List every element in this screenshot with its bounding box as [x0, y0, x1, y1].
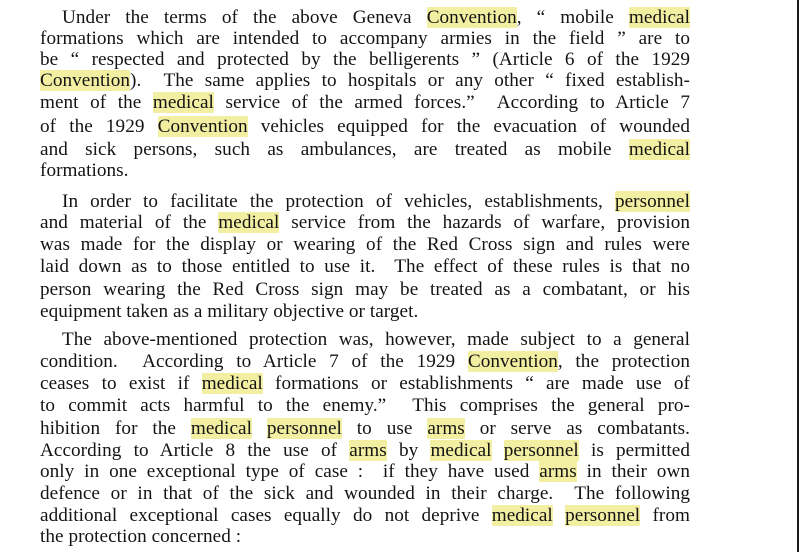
text-run: equipment taken as a military objective or target.: [40, 301, 419, 322]
text-run: , the protection: [557, 351, 690, 372]
text-run: ). The same applies to hospitals or any other “ fixed establish-: [130, 70, 690, 91]
text-run: According to Article 8 the use of: [40, 440, 350, 461]
text-run: [252, 418, 267, 439]
text-run: be “ respected and protected by the belligerents ” (Article 6 of the 1929: [40, 49, 690, 70]
highlighted-term: arms: [349, 440, 387, 461]
text-run: from: [640, 505, 690, 526]
highlighted-term: medical: [201, 373, 263, 394]
text-run: formations.: [40, 160, 129, 181]
highlighted-term: Convention: [467, 351, 558, 372]
highlighted-term: medical: [491, 505, 553, 526]
text-run: additional exceptional cases equally do not deprive: [40, 505, 492, 526]
text-run: ceases to exist if: [40, 373, 202, 394]
text-run: or serve as combatants.: [464, 418, 690, 439]
text-line: [40, 301, 690, 323]
text-run: laid down as to those entitled to use it. The effect of these rules is that no: [40, 256, 690, 277]
highlighted-term: medical: [218, 212, 280, 233]
page-right-border: [797, 0, 799, 552]
text-run: formations which are intended to accompany armies in the field ” are to: [40, 28, 690, 49]
text-run: [553, 505, 565, 526]
text-run: In order to facilitate the protection of vehicles, establishments,: [62, 191, 615, 212]
text-run: is permitted: [578, 440, 690, 461]
highlighted-term: personnel: [266, 418, 342, 439]
text-run: vehicles equipped for the evacuation of wounded: [247, 116, 691, 137]
text-run: defence or in that of the sick and wounded in their charge. The following: [40, 483, 690, 504]
highlighted-term: medical: [628, 7, 690, 28]
highlighted-term: arms: [539, 461, 577, 482]
highlighted-term: Convention: [426, 7, 517, 28]
text-run: by: [386, 440, 431, 461]
text-run: , “ mobile: [516, 7, 629, 28]
text-run: [492, 440, 504, 461]
text-line: [40, 70, 690, 92]
text-run: of the 1929: [40, 116, 158, 137]
text-run: service of the armed forces.” According to Article 7: [213, 92, 690, 113]
text-line: [40, 139, 690, 161]
text-run: and sick persons, such as ambulances, are treated as mobile: [40, 139, 629, 160]
text-line: [40, 483, 690, 505]
text-line: [40, 160, 690, 182]
text-run: was made for the display or wearing of the Red Cross sign and rules were: [40, 234, 690, 255]
text-line: [40, 395, 690, 417]
text-line: [40, 351, 690, 373]
text-line: [40, 234, 690, 256]
highlighted-term: Convention: [157, 116, 248, 137]
highlighted-term: medical: [628, 139, 690, 160]
text-run: condition. According to Article 7 of the 1929: [40, 351, 468, 372]
text-line: [40, 256, 690, 278]
highlighted-term: medical: [190, 418, 252, 439]
text-run: Under the terms of the above Geneva: [62, 7, 427, 28]
highlighted-term: Convention: [40, 70, 131, 91]
text-line: [62, 7, 690, 29]
highlighted-term: medical: [430, 440, 492, 461]
text-run: and material of the: [40, 212, 219, 233]
text-run: in their own: [576, 461, 690, 482]
text-line: [40, 92, 690, 114]
text-line: [40, 526, 690, 548]
text-run: formations or establishments “ are made use of: [262, 373, 690, 394]
text-line: [40, 461, 690, 483]
text-run: to use: [341, 418, 428, 439]
text-line: [40, 116, 690, 138]
text-run: service from the hazards of warfare, provision: [279, 212, 690, 233]
text-line: [40, 279, 690, 301]
highlighted-term: personnel: [565, 505, 641, 526]
text-run: only in one exceptional type of case : if they have used: [40, 461, 540, 482]
text-run: hibition for the: [40, 418, 191, 439]
text-run: person wearing the Red Cross sign may be treated as a combatant, or his: [40, 279, 690, 300]
text-run: The above-mentioned protection was, however, made subject to a general: [62, 329, 690, 350]
text-run: the protection concerned :: [40, 526, 242, 547]
text-line: [62, 191, 690, 213]
text-line: [40, 505, 690, 527]
text-line: [40, 49, 690, 71]
highlighted-term: arms: [427, 418, 465, 439]
text-run: to commit acts harmful to the enemy.” This comprises the general pro-: [40, 395, 690, 416]
text-line: [40, 440, 690, 462]
text-line: [62, 329, 690, 351]
highlighted-term: personnel: [614, 191, 690, 212]
text-line: [40, 418, 690, 440]
highlighted-term: medical: [152, 92, 214, 113]
highlighted-term: personnel: [503, 440, 579, 461]
text-run: ment of the: [40, 92, 153, 113]
text-line: [40, 28, 690, 50]
text-line: [40, 212, 690, 234]
text-line: [40, 373, 690, 395]
